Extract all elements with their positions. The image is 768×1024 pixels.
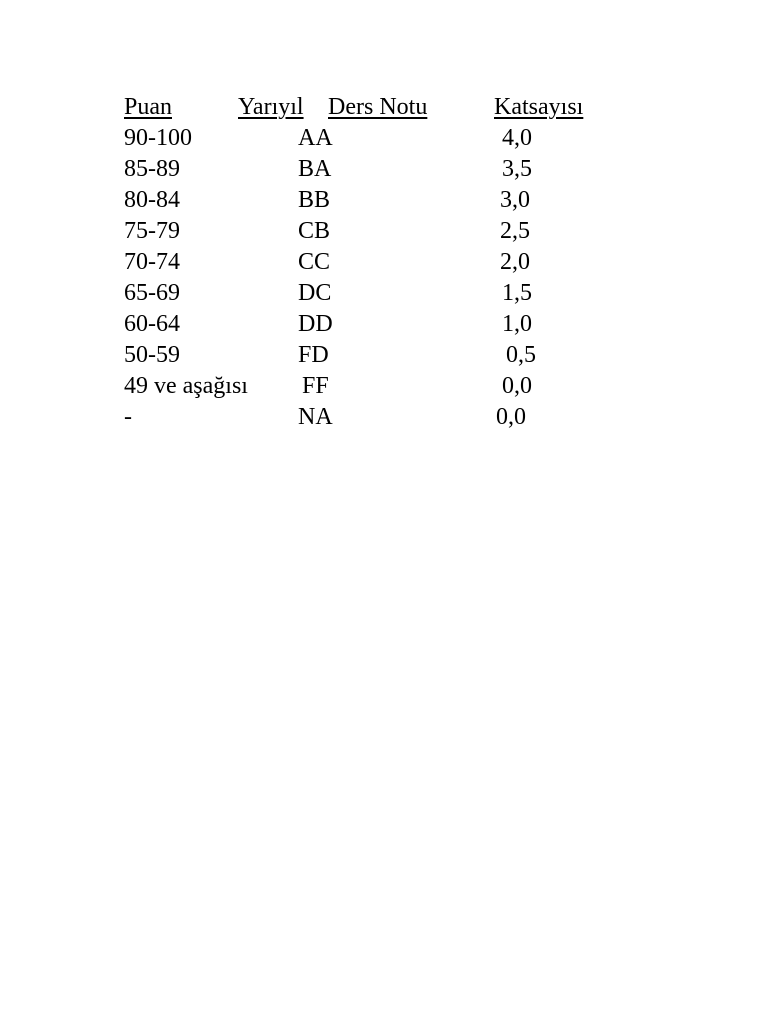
table-row [124, 216, 644, 247]
ders-notu-cell: BB [298, 187, 331, 213]
table-row [124, 402, 644, 433]
ders-notu-cell: DD [298, 311, 333, 337]
table-row [124, 185, 644, 216]
header-yariyil: Yarıyıl [238, 94, 304, 120]
katsayi-cell: 3,0 [500, 187, 530, 213]
katsayi-cell: 0,0 [496, 404, 526, 430]
ders-notu-cell: NA [298, 404, 333, 430]
puan-cell: 65-69 [124, 280, 180, 306]
ders-notu-cell: DC [298, 280, 332, 306]
puan-cell: 85-89 [124, 156, 180, 182]
puan-cell: 49 ve aşağısı [124, 373, 248, 399]
katsayi-cell: 0,5 [506, 342, 536, 368]
katsayi-cell: 1,5 [502, 280, 532, 306]
puan-cell: 80-84 [124, 187, 180, 213]
table-row [124, 340, 644, 371]
puan-cell: 60-64 [124, 311, 180, 337]
header-puan: Puan [124, 94, 172, 120]
table-row [124, 309, 644, 340]
table-row [124, 123, 644, 154]
ders-notu-cell: BA [298, 156, 332, 182]
ders-notu-cell: CC [298, 249, 331, 275]
header-katsayisi: Katsayısı [494, 94, 584, 120]
katsayi-cell: 0,0 [502, 373, 532, 399]
ders-notu-cell: CB [298, 218, 331, 244]
katsayi-cell: 3,5 [502, 156, 532, 182]
table-header-row [124, 92, 644, 123]
header-ders-notu: Ders Notu [328, 94, 428, 120]
table-row [124, 371, 644, 402]
ders-notu-cell: AA [298, 125, 333, 151]
puan-cell: 70-74 [124, 249, 180, 275]
puan-cell: 90-100 [124, 125, 192, 151]
table-row [124, 278, 644, 309]
katsayi-cell: 4,0 [502, 125, 532, 151]
table-row [124, 154, 644, 185]
ders-notu-cell: FF [302, 373, 329, 399]
puan-cell: 50-59 [124, 342, 180, 368]
ders-notu-cell: FD [298, 342, 329, 368]
grade-table [124, 92, 644, 433]
katsayi-cell: 2,0 [500, 249, 530, 275]
katsayi-cell: 1,0 [502, 311, 532, 337]
puan-cell: 75-79 [124, 218, 180, 244]
katsayi-cell: 2,5 [500, 218, 530, 244]
puan-cell: - [124, 404, 132, 430]
table-row [124, 247, 644, 278]
